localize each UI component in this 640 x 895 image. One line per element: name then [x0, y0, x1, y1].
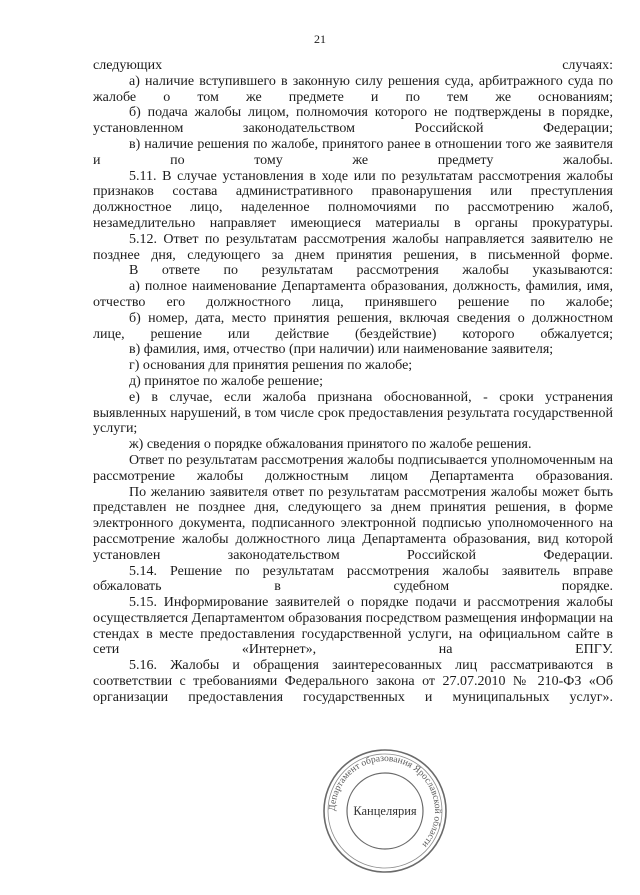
paragraph-item-v: в) наличие решения по жалобе, принятого ранее в отношении того же заявителя и по тому же предмету жалобы. — [93, 136, 613, 168]
page-number: 21 — [314, 32, 326, 46]
paragraph-5-11: 5.11. В случае установления в ходе или по результатам рассмотрения жалобы признаков состава административного правонарушения или преступления должностное лицо, наделенное полномочиями по рассмотрению жалоб, незамедлительно направляет имеющиеся материалы в органы прокуратуры. — [93, 168, 613, 231]
paragraph-item-b: б) подача жалобы лицом, полномочия которого не подтверждены в порядке, установленном законодательством Российской Федерации; — [93, 105, 613, 137]
paragraph-response-a: а) полное наименование Департамента образования, должность, фамилия, имя, отчество его должностного лица, принявшего решение по жалобе; — [93, 279, 613, 310]
paragraph-response-d: д) принятое по жалобе решение; — [129, 373, 323, 389]
paragraph-response-g: г) основания для принятия решения по жалобе; — [129, 358, 413, 374]
stamp-center-text: Канцелярия — [353, 804, 417, 818]
office-stamp — [320, 746, 450, 876]
paragraph-electronic-response: По желанию заявителя ответ по результатам рассмотрения жалобы может быть представлен не позднее дня, следующего за днем принятия решения, в форме электронного документа, подписанного электронной подписью уполномоченного на рассмотрение жалобы должностного лица Департамента образования, вид которой установлен законодательством Российской Федерации. — [93, 484, 613, 563]
paragraph-intro: следующих случаях: — [93, 58, 613, 73]
paragraph-response-zh: ж) сведения о порядке обжалования принятого по жалобе решения. — [129, 437, 532, 453]
paragraph-5-16: 5.16. Жалобы и обращения заинтересованных лиц рассматриваются в соответствии с требованиями Федерального закона от 27.07.2010 № 210-ФЗ «Об организации предоставления государственных и муниципальных услуг». — [93, 658, 613, 705]
paragraph-response-v: в) фамилия, имя, отчество (при наличии) или наименование заявителя; — [129, 342, 554, 358]
paragraph-response-signature: Ответ по результатам рассмотрения жалобы подписывается уполномоченным на рассмотрение жалобы должностным лицом Департамента образования. — [93, 452, 613, 484]
stamp-ring-text: Департамент образования Ярославской области — [327, 753, 443, 850]
stamp-seal-graphic — [320, 746, 450, 876]
document-body — [93, 58, 613, 706]
paragraph-response-b: б) номер, дата, место принятия решения, включая сведения о должностном лице, решение или действие (бездействие) которого обжалуется; — [93, 310, 613, 342]
paragraph-5-14: 5.14. Решение по результатам рассмотрения жалобы заявитель вправе обжаловать в судебном порядке. — [93, 563, 613, 595]
paragraph-5-15: 5.15. Информирование заявителей о порядке подачи и рассмотрения жалобы осуществляется Департаментом образования посредством размещения информации на стендах в месте предоставления государственной услуги, на официальном сайте в сети «Интернет», на ЕПГУ. — [93, 595, 613, 658]
paragraph-5-12: 5.12. Ответ по результатам рассмотрения жалобы направляется заявителю не позднее дня, следующего за днем принятия решения, в письменной форме. — [93, 231, 613, 263]
paragraph-response-contents: В ответе по результатам рассмотрения жалобы указываются: — [129, 263, 613, 279]
paragraph-item-a: а) наличие вступившего в законную силу решения суда, арбитражного суда по жалобе о том же предмете и по тем же основаниям; — [93, 73, 613, 105]
paragraph-response-e: е) в случае, если жалоба признана обоснованной, - сроки устранения выявленных нарушений, в том числе срок предоставления результата государственной услуги; — [93, 389, 613, 437]
